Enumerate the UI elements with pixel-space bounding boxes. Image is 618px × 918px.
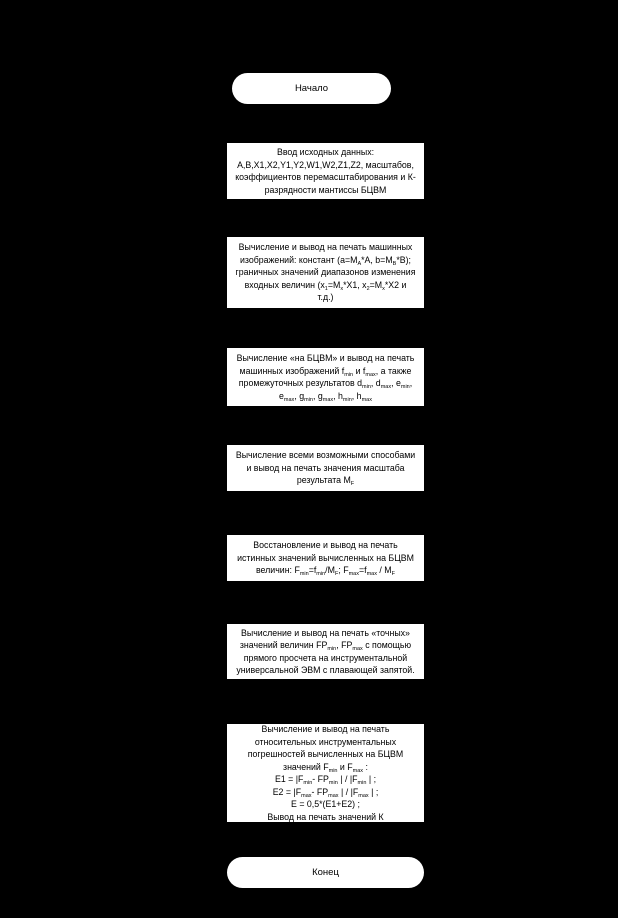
subscript: max bbox=[301, 792, 312, 799]
text-run: величин: F bbox=[255, 565, 300, 576]
subscript: max bbox=[380, 384, 392, 390]
text-run: ; F bbox=[338, 565, 349, 576]
step-text-line bbox=[237, 390, 415, 403]
text-run: т.д.) bbox=[317, 292, 334, 303]
text-run: граничных значений диапазонов изменения bbox=[235, 267, 416, 278]
step-text-line bbox=[236, 291, 416, 304]
text-run: =f bbox=[358, 565, 367, 576]
text-run: , а также bbox=[375, 365, 412, 376]
subscript: max bbox=[366, 571, 377, 578]
step-text-line bbox=[248, 811, 404, 824]
subscript: max bbox=[352, 646, 363, 652]
subscript: max bbox=[348, 571, 359, 578]
text-run: и вывод на печать значения масштаба bbox=[246, 462, 405, 473]
step-text-line bbox=[237, 552, 414, 565]
text-run: | / |F bbox=[337, 774, 358, 784]
text-run: промежуточных результатов d bbox=[238, 378, 363, 388]
text-run: Восстановление и вывод на печать bbox=[253, 540, 398, 551]
text-run: =M bbox=[369, 279, 383, 290]
text-run: разрядности мантиссы БЦВМ bbox=[264, 184, 387, 195]
step-text bbox=[237, 352, 415, 402]
step-text-line bbox=[248, 761, 404, 774]
subscript: min bbox=[303, 780, 313, 786]
step-restore bbox=[227, 535, 424, 581]
subscript: 1 bbox=[324, 285, 328, 292]
step-text-line bbox=[236, 474, 415, 487]
step-text-line bbox=[237, 564, 414, 577]
subscript: max bbox=[322, 396, 334, 403]
step-exact bbox=[227, 624, 424, 679]
step-text-line bbox=[236, 462, 415, 475]
text-run: Вычисление и вывод на печать «точных» bbox=[241, 627, 410, 638]
subscript: min bbox=[328, 767, 338, 774]
text-run: e bbox=[279, 390, 284, 401]
step-on-bcvm bbox=[227, 348, 424, 406]
step-text-line bbox=[237, 352, 415, 365]
subscript: min bbox=[400, 384, 410, 390]
text-run: коэффициентов перемасштабирования и К- bbox=[235, 172, 416, 182]
text-run: истинных значений вычисленных на БЦВМ bbox=[237, 552, 414, 563]
text-run: относительных инструментальных bbox=[254, 736, 397, 747]
text-run: E2 = |F bbox=[272, 786, 302, 797]
step-text bbox=[236, 241, 416, 304]
end-terminal bbox=[227, 857, 424, 888]
step-text-line bbox=[248, 736, 404, 749]
step-text-line bbox=[236, 652, 414, 665]
step-text-line bbox=[248, 786, 404, 799]
subscript: min bbox=[328, 780, 338, 786]
text-run: универсальной ЭВМ с плавающей запятой. bbox=[236, 665, 415, 675]
text-run: значений F bbox=[283, 761, 329, 772]
subscript: B bbox=[392, 260, 397, 267]
text-run: и f bbox=[353, 365, 366, 376]
subscript: max bbox=[361, 396, 372, 403]
text-run: *A, b=M bbox=[361, 254, 393, 265]
subscript: min bbox=[362, 384, 371, 390]
step-input bbox=[227, 143, 424, 199]
text-run: значений величин FP bbox=[239, 640, 328, 650]
subscript: 2 bbox=[366, 285, 370, 292]
step-text-line bbox=[236, 664, 414, 677]
subscript: min bbox=[342, 396, 352, 403]
step-text-line bbox=[235, 159, 416, 172]
text-run: *X2 и bbox=[384, 279, 407, 290]
text-run: | ; bbox=[368, 786, 379, 797]
text-run: A,B,X1,X2,Y1,Y2,W1,W2,Z1,Z2, масштабов, bbox=[237, 159, 414, 170]
step-text-line bbox=[235, 146, 416, 159]
text-run: - FP bbox=[311, 786, 329, 797]
step-text-line bbox=[237, 539, 414, 552]
step-text-line bbox=[248, 723, 404, 736]
step-text-line bbox=[248, 773, 404, 786]
text-run: машинных изображений f bbox=[239, 365, 345, 376]
text-run: Вычисление всеми возможными способами bbox=[235, 450, 416, 461]
subscript: min bbox=[299, 571, 309, 578]
step-text-line bbox=[236, 254, 416, 267]
step-text-line bbox=[237, 365, 415, 378]
text-run: , h bbox=[333, 390, 343, 401]
text-run: *X1, x bbox=[343, 279, 367, 290]
text-run: , FP bbox=[336, 640, 353, 650]
step-text-line bbox=[236, 627, 414, 640]
subscript: x bbox=[340, 285, 344, 292]
text-run: Вычисление «на БЦВМ» и вывод на печать bbox=[236, 353, 415, 363]
text-run: | ; bbox=[366, 774, 377, 784]
subscript: min bbox=[344, 371, 354, 378]
subscript: min bbox=[327, 646, 337, 652]
text-run: результата M bbox=[296, 475, 351, 486]
subscript: min bbox=[357, 780, 367, 786]
step-text-line bbox=[236, 279, 416, 292]
text-run: =M bbox=[327, 279, 341, 290]
step-text bbox=[236, 627, 414, 677]
step-text-line bbox=[236, 241, 416, 254]
text-run: *B); bbox=[396, 254, 411, 265]
subscript: max bbox=[365, 371, 376, 378]
step-text bbox=[237, 539, 414, 577]
text-run: E1 = |F bbox=[274, 774, 304, 784]
step-text-line bbox=[248, 748, 404, 761]
subscript: min bbox=[304, 396, 313, 403]
step-machine-images bbox=[227, 237, 424, 308]
text-run: , h bbox=[351, 390, 362, 401]
text-run: , g bbox=[312, 390, 323, 401]
step-text bbox=[248, 723, 404, 823]
text-run: и F bbox=[337, 761, 353, 772]
subscript: min bbox=[316, 571, 326, 578]
start-terminal bbox=[232, 73, 391, 104]
text-run: с помощью bbox=[362, 640, 412, 650]
text-run: | / |F bbox=[338, 786, 359, 797]
text-run: : bbox=[363, 761, 368, 772]
start-label: Начало bbox=[294, 83, 329, 94]
text-run: - FP bbox=[312, 774, 329, 784]
text-run: , g bbox=[294, 390, 305, 401]
subscript: F bbox=[350, 481, 355, 488]
text-run: Вывод на печать значений К bbox=[267, 811, 384, 822]
text-run: изображений: констант (a=M bbox=[239, 254, 358, 265]
subscript: F bbox=[334, 571, 339, 578]
text-run: / M bbox=[376, 565, 392, 576]
step-errors bbox=[227, 724, 424, 822]
step-text bbox=[235, 146, 416, 196]
step-text-line bbox=[248, 798, 404, 811]
step-text-line bbox=[236, 639, 414, 652]
subscript: max bbox=[283, 396, 295, 403]
text-run: E = 0,5*(E1+E2) ; bbox=[291, 799, 360, 809]
subscript: A bbox=[357, 260, 362, 267]
text-run: , bbox=[409, 378, 413, 388]
step-text-line bbox=[237, 377, 415, 390]
end-label: Конец bbox=[312, 867, 339, 878]
text-run: /M bbox=[325, 565, 335, 576]
text-run: =f bbox=[308, 565, 317, 576]
text-run: Вычисление и вывод на печать машинных bbox=[238, 242, 413, 253]
step-text bbox=[236, 449, 415, 487]
text-run: Ввод исходных данных: bbox=[276, 147, 375, 157]
subscript: max bbox=[328, 792, 339, 799]
text-run: , d bbox=[370, 378, 381, 388]
text-run: прямого просчета на инструментальной bbox=[243, 652, 408, 663]
step-text-line bbox=[235, 171, 416, 184]
subscript: F bbox=[391, 571, 396, 578]
step-text-line bbox=[236, 266, 416, 279]
subscript: max bbox=[358, 792, 369, 799]
step-text-line bbox=[235, 184, 416, 197]
text-run: Вычисление и вывод на печать bbox=[261, 724, 390, 734]
text-run: , e bbox=[391, 378, 401, 388]
subscript: max bbox=[352, 767, 364, 774]
text-run: погрешностей вычисленных на БЦВМ bbox=[247, 749, 404, 759]
text-run: входных величин (x bbox=[244, 279, 325, 290]
step-text-line bbox=[236, 449, 415, 462]
subscript: x bbox=[382, 285, 385, 292]
step-scale bbox=[227, 445, 424, 491]
